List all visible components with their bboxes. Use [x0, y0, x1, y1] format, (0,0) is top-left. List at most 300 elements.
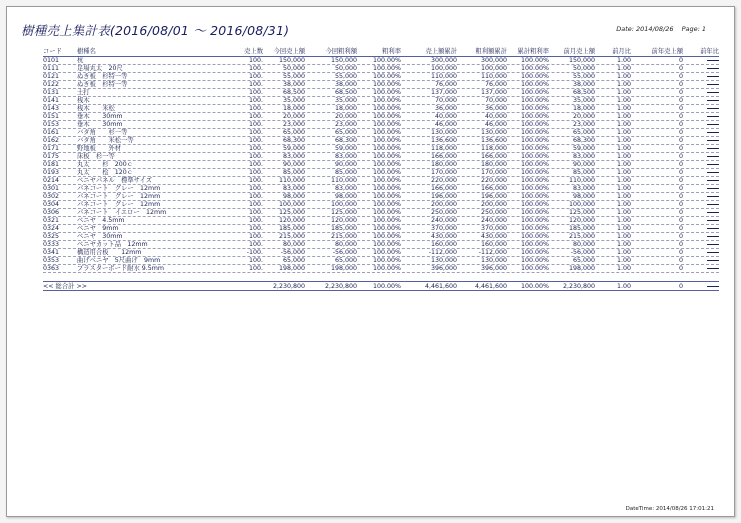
cell-rate: 100.00%	[372, 249, 401, 256]
cell-qty: 100.	[248, 57, 263, 64]
cell-rate: 100.00%	[372, 145, 401, 152]
cell-ly-sales: 0	[678, 137, 683, 144]
cell-ly-ratio	[707, 89, 719, 97]
cell-prev-ratio: 1.00	[616, 89, 631, 96]
cell-name: ベニヤカット品 12mm	[77, 241, 148, 248]
cell-name: ベニヤ 4.5mm	[77, 217, 125, 224]
cell-sales: 38,000	[282, 81, 305, 88]
cell-qty: 100.	[248, 193, 263, 200]
cell-sales: 50,000	[282, 65, 305, 72]
table-row	[43, 57, 719, 65]
cell-profit-cum: 250,000	[480, 209, 507, 216]
cell-code: 0101	[43, 57, 60, 64]
cell-sales-cum: 137,000	[430, 89, 457, 96]
cell-prev-ratio: 1.00	[616, 241, 631, 248]
cell-profit: 125,000	[330, 209, 357, 216]
cell-qty: 100.	[248, 233, 263, 240]
cell-prev-sales: 23,000	[572, 121, 595, 128]
cell-prev-sales: 35,000	[572, 97, 595, 104]
col-sales: 今回売上額	[273, 48, 305, 55]
cell-name: 垂木 30mm	[77, 113, 123, 120]
cell-name: パネコート グレー 12mm	[77, 185, 161, 192]
cell-qty: 100.	[248, 121, 263, 128]
report-meta	[610, 25, 706, 33]
cell-rate-cum: 100.00%	[520, 89, 549, 96]
cell-profit-cum: 100,000	[480, 65, 507, 72]
cell-ly-ratio	[707, 105, 719, 113]
cell-code: 0306	[43, 209, 60, 216]
cell-rate-cum: 100.00%	[520, 57, 549, 64]
cell-ly-sales: 0	[678, 97, 683, 104]
cell-name: プラスターボード耐水 9.5mm	[77, 265, 165, 272]
cell-profit: 90,000	[334, 161, 357, 168]
cell-profit-cum: 118,000	[480, 145, 507, 152]
cell-prev-ratio: 1.00	[616, 97, 631, 104]
col-rate-cum: 累計粗利率	[517, 48, 549, 55]
cell-sales-cum: -112,000	[428, 249, 457, 256]
cell-sales-cum: 170,000	[430, 169, 457, 176]
cell-ly-sales: 0	[678, 57, 683, 64]
cell-prev-ratio: 1.00	[616, 169, 631, 176]
cell-prev-ratio: 1.00	[616, 121, 631, 128]
cell-sales: 65,000	[282, 129, 305, 136]
cell-sales: 83,000	[282, 153, 305, 160]
cell-rate: 100.00%	[372, 257, 401, 264]
cell-qty: 100.	[248, 73, 263, 80]
cell-ly-ratio	[707, 209, 719, 217]
cell-qty: -100.	[246, 249, 263, 256]
cell-rate-cum: 100.00%	[520, 97, 549, 104]
cell-profit: 68,500	[334, 89, 357, 96]
summary-table	[43, 47, 719, 291]
total-ly-sales: 0	[678, 283, 683, 290]
cell-rate-cum: 100.00%	[520, 153, 549, 160]
cell-sales-cum: 180,000	[430, 161, 457, 168]
cell-profit: 35,000	[334, 97, 357, 104]
cell-ly-sales: 0	[678, 73, 683, 80]
cell-code: 0301	[43, 185, 60, 192]
footer-datetime: DateTime: 2014/08/26 17:01:21	[625, 506, 714, 512]
cell-prev-sales: 83,000	[572, 185, 595, 192]
cell-code: 0321	[43, 217, 60, 224]
cell-profit: 38,000	[334, 81, 357, 88]
cell-code: 0131	[43, 89, 60, 96]
cell-code: 0121	[43, 73, 60, 80]
cell-name: 桟木	[77, 97, 90, 104]
cell-sales: 85,000	[282, 169, 305, 176]
cell-ly-sales: 0	[678, 113, 683, 120]
cell-profit-cum: 200,000	[480, 201, 507, 208]
cell-sales-cum: 250,000	[430, 209, 457, 216]
cell-prev-sales: 18,000	[572, 105, 595, 112]
cell-profit-cum: 300,000	[480, 57, 507, 64]
cell-sales-cum: 300,000	[430, 57, 457, 64]
cell-qty: 100.	[248, 177, 263, 184]
col-qty: 売上数	[244, 48, 263, 55]
cell-profit-cum: 166,000	[480, 185, 507, 192]
cell-qty: 100.	[248, 225, 263, 232]
cell-qty: 100.	[248, 153, 263, 160]
table-row	[43, 121, 719, 129]
cell-prev-sales: 110,000	[568, 177, 595, 184]
table-row	[43, 217, 719, 225]
cell-code: 0363	[43, 265, 60, 272]
cell-rate: 100.00%	[372, 233, 401, 240]
cell-ly-sales: 0	[678, 89, 683, 96]
total-prev-sales: 2,230,800	[562, 283, 595, 290]
cell-code: 0122	[43, 81, 60, 88]
cell-code: 0341	[43, 249, 60, 256]
cell-sales-cum: 130,000	[430, 129, 457, 136]
cell-sales-cum: 166,000	[430, 153, 457, 160]
cell-sales-cum: 160,000	[430, 241, 457, 248]
cell-name: パネコート グレー 12mm	[77, 201, 161, 208]
cell-ly-sales: 0	[678, 121, 683, 128]
cell-code: 0143	[43, 105, 60, 112]
col-profit: 今回粗利額	[325, 48, 357, 55]
cell-ly-sales: 0	[678, 65, 683, 72]
cell-code: 0141	[43, 97, 60, 104]
cell-sales-cum: 200,000	[430, 201, 457, 208]
total-profit: 2,230,800	[324, 283, 357, 290]
table-row	[43, 73, 719, 81]
cell-rate: 100.00%	[372, 89, 401, 96]
cell-rate-cum: 100.00%	[520, 137, 549, 144]
cell-name: ぬき板 杉特一等	[77, 81, 128, 88]
cell-rate: 100.00%	[372, 225, 401, 232]
total-label: << 総合計 >>	[43, 283, 87, 290]
cell-profit: 55,000	[334, 73, 357, 80]
table-row	[43, 105, 719, 113]
cell-ly-sales: 0	[678, 201, 683, 208]
cell-profit: -56,000	[332, 249, 357, 256]
cell-name: バタ角 杉一等	[77, 129, 128, 136]
cell-profit-cum: 196,000	[480, 193, 507, 200]
cell-ly-ratio	[707, 113, 719, 121]
report-date: Date: 2014/08/26	[616, 25, 674, 33]
cell-prev-sales: 215,000	[568, 233, 595, 240]
cell-rate-cum: 100.00%	[520, 145, 549, 152]
total-row	[43, 281, 719, 291]
cell-rate-cum: 100.00%	[520, 265, 549, 272]
cell-sales-cum: 240,000	[430, 217, 457, 224]
table-body	[43, 57, 719, 273]
cell-code: 0171	[43, 145, 60, 152]
cell-prev-sales: 85,000	[572, 169, 595, 176]
cell-rate: 100.00%	[372, 241, 401, 248]
cell-profit-cum: 130,000	[480, 129, 507, 136]
cell-prev-sales: -56,000	[570, 249, 595, 256]
cell-sales-cum: 110,000	[430, 73, 457, 80]
col-prev-sales: 前月売上額	[563, 48, 595, 55]
cell-prev-sales: 185,000	[568, 225, 595, 232]
cell-sales: 100,000	[278, 201, 305, 208]
cell-sales-cum: 430,000	[430, 233, 457, 240]
cell-ly-sales: 0	[678, 209, 683, 216]
cell-name: 曲げベニヤ 5尺曲げ 9mm	[77, 257, 161, 264]
cell-rate: 100.00%	[372, 209, 401, 216]
cell-profit-cum: 396,000	[480, 265, 507, 272]
cell-prev-sales: 65,000	[572, 257, 595, 264]
table-row	[43, 265, 719, 273]
cell-sales: 65,000	[282, 257, 305, 264]
cell-prev-sales: 68,300	[572, 137, 595, 144]
cell-ly-ratio	[707, 217, 719, 225]
cell-ly-ratio	[707, 153, 719, 161]
cell-profit: 65,000	[334, 129, 357, 136]
cell-qty: 100.	[248, 137, 263, 144]
cell-qty: 100.	[248, 81, 263, 88]
cell-prev-sales: 68,500	[572, 89, 595, 96]
cell-profit-cum: 76,000	[484, 81, 507, 88]
cell-ly-sales: 0	[678, 161, 683, 168]
table-row	[43, 97, 719, 105]
cell-sales-cum: 396,000	[430, 265, 457, 272]
cell-profit-cum: 40,000	[484, 113, 507, 120]
cell-qty: 100.	[248, 161, 263, 168]
cell-profit: 50,000	[334, 65, 357, 72]
cell-rate-cum: 100.00%	[520, 201, 549, 208]
cell-rate-cum: 100.00%	[520, 105, 549, 112]
table-row	[43, 177, 719, 185]
cell-prev-sales: 100,000	[568, 201, 595, 208]
col-prev-ratio: 前月比	[612, 48, 631, 55]
cell-profit: 23,000	[334, 121, 357, 128]
cell-sales-cum: 70,000	[434, 97, 457, 104]
cell-prev-ratio: 1.00	[616, 225, 631, 232]
cell-ly-sales: 0	[678, 265, 683, 272]
cell-profit-cum: 170,000	[480, 169, 507, 176]
cell-sales: 98,000	[282, 193, 305, 200]
cell-ly-ratio	[707, 161, 719, 169]
cell-name: 丸太 杉 200ｃ	[77, 161, 134, 168]
cell-rate: 100.00%	[372, 265, 401, 272]
cell-sales-cum: 166,000	[430, 185, 457, 192]
cell-ly-ratio	[707, 97, 719, 105]
col-name: 樹種名	[77, 48, 96, 55]
total-rate: 100.00%	[372, 283, 401, 290]
cell-prev-ratio: 1.00	[616, 105, 631, 112]
cell-profit-cum: 70,000	[484, 97, 507, 104]
cell-profit: 185,000	[330, 225, 357, 232]
cell-prev-ratio: 1.00	[616, 57, 631, 64]
cell-rate: 100.00%	[372, 65, 401, 72]
cell-rate-cum: 100.00%	[520, 233, 549, 240]
cell-sales: 90,000	[282, 161, 305, 168]
cell-rate: 100.00%	[372, 97, 401, 104]
cell-profit-cum: 36,000	[484, 105, 507, 112]
cell-prev-ratio: 1.00	[616, 113, 631, 120]
cell-profit: 18,000	[334, 105, 357, 112]
cell-rate-cum: 100.00%	[520, 209, 549, 216]
table-row	[43, 241, 719, 249]
cell-sales: 55,000	[282, 73, 305, 80]
cell-profit: 20,000	[334, 113, 357, 120]
cell-sales-cum: 76,000	[434, 81, 457, 88]
cell-prev-ratio: 1.00	[616, 193, 631, 200]
table-row	[43, 89, 719, 97]
cell-prev-ratio: 1.00	[616, 129, 631, 136]
cell-profit-cum: 160,000	[480, 241, 507, 248]
table-row	[43, 201, 719, 209]
cell-prev-ratio: 1.00	[616, 185, 631, 192]
cell-prev-sales: 20,000	[572, 113, 595, 120]
cell-name: 土打	[77, 89, 90, 96]
cell-ly-sales: 0	[678, 249, 683, 256]
cell-prev-ratio: 1.00	[616, 257, 631, 264]
cell-qty: 100.	[248, 169, 263, 176]
cell-rate: 100.00%	[372, 217, 401, 224]
cell-rate-cum: 100.00%	[520, 177, 549, 184]
cell-sales: 125,000	[278, 209, 305, 216]
cell-ly-ratio	[707, 121, 719, 129]
cell-rate: 100.00%	[372, 121, 401, 128]
table-row	[43, 113, 719, 121]
cell-code: 0111	[43, 65, 60, 72]
cell-profit: 100,000	[330, 201, 357, 208]
cell-profit: 80,000	[334, 241, 357, 248]
cell-ly-ratio	[707, 169, 719, 177]
cell-prev-sales: 198,000	[568, 265, 595, 272]
cell-profit: 68,300	[334, 137, 357, 144]
table-row	[43, 129, 719, 137]
cell-ly-ratio	[707, 233, 719, 241]
cell-sales: 59,000	[282, 145, 305, 152]
cell-ly-sales: 0	[678, 185, 683, 192]
cell-rate: 100.00%	[372, 113, 401, 120]
cell-profit-cum: 46,000	[484, 121, 507, 128]
cell-name: 丸太 桧 120ｃ	[77, 169, 134, 176]
cell-rate: 100.00%	[372, 129, 401, 136]
cell-ly-ratio	[707, 193, 719, 201]
cell-code: 0181	[43, 161, 60, 168]
cell-profit-cum: 166,000	[480, 153, 507, 160]
cell-profit: 150,000	[330, 57, 357, 64]
cell-prev-ratio: 1.00	[616, 249, 631, 256]
cell-sales: 68,300	[282, 137, 305, 144]
cell-rate-cum: 100.00%	[520, 257, 549, 264]
cell-rate: 100.00%	[372, 153, 401, 160]
cell-qty: 100.	[248, 129, 263, 136]
cell-ly-ratio	[707, 265, 719, 273]
cell-ly-ratio	[707, 81, 719, 89]
cell-sales: 20,000	[282, 113, 305, 120]
table-row	[43, 169, 719, 177]
cell-ly-ratio	[707, 145, 719, 153]
table-row	[43, 161, 719, 169]
cell-qty: 100.	[248, 65, 263, 72]
cell-profit: 120,000	[330, 217, 357, 224]
cell-sales-cum: 130,000	[430, 257, 457, 264]
cell-code: 0333	[43, 241, 60, 248]
cell-ly-sales: 0	[678, 169, 683, 176]
cell-sales: 198,000	[278, 265, 305, 272]
cell-profit-cum: 137,000	[480, 89, 507, 96]
cell-prev-ratio: 1.00	[616, 153, 631, 160]
cell-qty: 100.	[248, 105, 263, 112]
cell-rate-cum: 100.00%	[520, 185, 549, 192]
cell-rate-cum: 100.00%	[520, 241, 549, 248]
cell-profit-cum: 136,600	[480, 137, 507, 144]
cell-sales: 23,000	[282, 121, 305, 128]
cell-name: ベニヤ 9mm	[77, 225, 119, 232]
table-row	[43, 233, 719, 241]
cell-prev-ratio: 1.00	[616, 201, 631, 208]
cell-profit-cum: -112,000	[478, 249, 507, 256]
cell-qty: 100.	[248, 241, 263, 248]
cell-rate: 100.00%	[372, 185, 401, 192]
cell-qty: 100.	[248, 201, 263, 208]
cell-sales-cum: 46,000	[434, 121, 457, 128]
cell-sales-cum: 118,000	[430, 145, 457, 152]
cell-prev-ratio: 1.00	[616, 209, 631, 216]
cell-profit-cum: 220,000	[480, 177, 507, 184]
cell-profit: 65,000	[334, 257, 357, 264]
cell-ly-ratio	[707, 249, 719, 257]
cell-code: 0214	[43, 177, 60, 184]
cell-qty: 100.	[248, 209, 263, 216]
col-sales-cum: 売上額累計	[425, 48, 457, 55]
cell-rate-cum: 100.00%	[520, 193, 549, 200]
cell-qty: 100.	[248, 257, 263, 264]
cell-qty: 100.	[248, 185, 263, 192]
cell-profit: 215,000	[330, 233, 357, 240]
cell-ly-ratio	[707, 185, 719, 193]
table-row	[43, 153, 719, 161]
cell-profit: 98,000	[334, 193, 357, 200]
cell-qty: 100.	[248, 97, 263, 104]
cell-code: 0304	[43, 201, 60, 208]
cell-profit: 59,000	[334, 145, 357, 152]
report-page	[6, 6, 735, 517]
cell-ly-sales: 0	[678, 233, 683, 240]
cell-profit-cum: 130,000	[480, 257, 507, 264]
cell-sales: 110,000	[278, 177, 305, 184]
cell-sales: 35,000	[282, 97, 305, 104]
cell-sales: 80,000	[282, 241, 305, 248]
cell-rate: 100.00%	[372, 73, 401, 80]
cell-sales-cum: 36,000	[434, 105, 457, 112]
col-ly-ratio: 前年比	[700, 48, 719, 55]
cell-rate: 100.00%	[372, 193, 401, 200]
cell-prev-sales: 38,000	[572, 81, 595, 88]
cell-rate: 100.00%	[372, 177, 401, 184]
total-prev-ratio: 1.00	[616, 283, 631, 290]
report-title: 樹種売上集計表(2016/08/01 ～ 2016/08/31)	[21, 23, 290, 38]
cell-rate: 100.00%	[372, 137, 401, 144]
total-rate-cum: 100.00%	[520, 283, 549, 290]
cell-rate: 100.00%	[372, 57, 401, 64]
cell-profit-cum: 370,000	[480, 225, 507, 232]
cell-name: ベニヤパネル 標準サイズ	[77, 177, 153, 184]
cell-prev-sales: 125,000	[568, 209, 595, 216]
cell-name: 構造用合板 12mm	[77, 249, 142, 256]
cell-prev-sales: 83,000	[572, 153, 595, 160]
cell-sales: 150,000	[278, 57, 305, 64]
cell-prev-ratio: 1.00	[616, 145, 631, 152]
cell-prev-ratio: 1.00	[616, 73, 631, 80]
cell-prev-ratio: 1.00	[616, 81, 631, 88]
cell-prev-sales: 59,000	[572, 145, 595, 152]
cell-ly-ratio	[707, 201, 719, 209]
cell-rate-cum: 100.00%	[520, 217, 549, 224]
cell-prev-sales: 65,000	[572, 129, 595, 136]
cell-rate: 100.00%	[372, 161, 401, 168]
cell-rate-cum: 100.00%	[520, 161, 549, 168]
cell-qty: 100.	[248, 113, 263, 120]
cell-code: 0324	[43, 225, 60, 232]
cell-prev-ratio: 1.00	[616, 217, 631, 224]
